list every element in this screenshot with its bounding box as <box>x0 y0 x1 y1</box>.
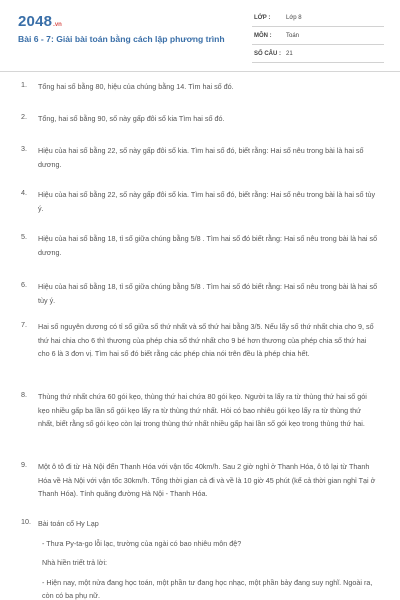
meta-subject-value: Toán <box>286 33 300 39</box>
worksheet-title: Bài 6 - 7: Giải bài toán bằng cách lập phương trình <box>18 34 225 44</box>
meta-grade-label: LỚP : <box>254 15 271 21</box>
worksheet-meta <box>252 12 384 66</box>
question-number: 4. <box>21 188 27 197</box>
question-text: Hiệu của hai số bằng 22, số này gấp đôi số kia. Tìm hai số đó, biết rằng: Hai số nêu trong bài là hai số dương. <box>38 146 364 169</box>
question-number: 7. <box>21 320 27 329</box>
question-text: Bài toán cổ Hy Lạp <box>38 519 99 528</box>
question-text: Hai số nguyên dương có tỉ số giữa số thứ nhất và số thứ hai bằng 3/5. Nếu lấy số thứ nhất chia cho 9, số thứ hai chia cho 6 thì thương của phép chia số thứ nhất cho 9 bé hơn thương của phép chia số thứ hai cho 6 là 3 đơn vị. Tìm hai số đó biết rằng các phép chia nói trên đều là phép chia hết. <box>38 322 374 358</box>
question-text: Một ô tô đi từ Hà Nội đến Thanh Hóa với vận tốc 40km/h. Sau 2 giờ nghỉ ở Thanh Hóa, ô tô lại từ Thanh Hóa về Hà Nội với vận tốc 30km/h. Tổng thời gian cả đi và về là 10 giờ 45 phút (kể cả thời gian nghỉ Tại ở Thanh Hóa). Tính quãng đường Hà Nội - Thanh Hóa. <box>38 462 376 498</box>
question-line: Nhà hiền triết trả lời: <box>42 558 108 567</box>
question-line: - Thưa Py-ta-go lỗi lạc, trường của ngài có bao nhiêu môn đệ? <box>42 538 242 548</box>
meta-subject-row <box>252 30 384 45</box>
question-number: 2. <box>21 112 27 121</box>
meta-count-value: 21 <box>286 51 293 57</box>
question-number: 3. <box>21 144 27 153</box>
logo-text: 2048 <box>18 13 53 30</box>
question-text: Hiệu của hai số bằng 18, tỉ số giữa chúng bằng 5/8 . Tìm hai số đó biết rằng: Hai số nêu trong bài là hai số dương. <box>38 234 378 257</box>
question-text: Hiệu của hai số bằng 18, tỉ số giữa chúng bằng 5/8 . Tìm hai số đó biết rằng: Hai số nêu trong bài là hai số tùy ý. <box>38 282 378 305</box>
meta-count-label: SỐ CÂU : <box>254 51 281 57</box>
question-text: Tổng, hai số bằng 90, số này gấp đôi số kia Tìm hai số đó. <box>38 114 225 123</box>
question-number: 10. <box>21 517 31 526</box>
question-number: 8. <box>21 390 27 399</box>
site-logo[interactable] <box>18 13 62 31</box>
question-number: 1. <box>21 80 27 89</box>
meta-subject-label: MÔN : <box>254 33 272 39</box>
question-text: Tổng hai số bằng 80, hiệu của chúng bằng 14. Tìm hai số đó. <box>38 82 234 91</box>
question-text: Hiệu của hai số bằng 22, số này gấp đôi số kia. Tìm hai số đó, biết rằng: Hai số nêu trong bài là hai số tùy ý. <box>38 190 376 213</box>
question-number: 6. <box>21 280 27 289</box>
meta-grade-row <box>252 12 384 27</box>
question-text: Thùng thứ nhất chứa 60 gói kẹo, thùng thứ hai chứa 80 gói kẹo. Người ta lấy ra từ thùng thứ hai số gói kẹo nhiều gấp ba lần số gói kẹo lấy ra từ thùng thứ nhất. Hỏi có bao nhiêu gói kẹo lấy ra từ thùng thứ nhất, biết rằng số gói kẹo còn lại trong thùng thứ nhất nhiều gấp hai lần số gói kẹo trong thùng thứ hai. <box>38 392 367 428</box>
meta-count-row <box>252 48 384 63</box>
worksheet-header <box>0 0 400 72</box>
logo-domain: .vn <box>53 22 62 28</box>
meta-grade-value: Lớp 8 <box>286 15 302 21</box>
question-line: - Hiện nay, một nửa đang học toán, một phần tư đang học nhạc, một phần bảy đang suy nghĩ. Ngoài ra, còn có ba phụ nữ. <box>42 577 373 600</box>
question-number: 9. <box>21 460 27 469</box>
question-text-block <box>38 517 378 600</box>
question-number: 5. <box>21 232 27 241</box>
